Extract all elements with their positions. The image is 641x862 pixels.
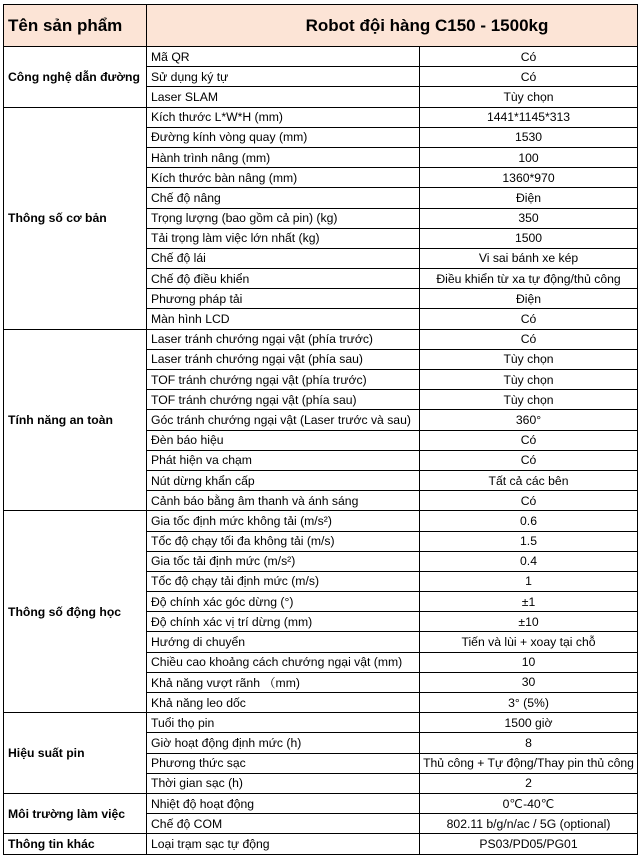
value-cell: Điện (420, 289, 638, 309)
group-label: Công nghệ dẫn đường (4, 47, 147, 108)
param-cell: Sử dụng ký tự (147, 67, 420, 87)
param-cell: Phương thức sạc (147, 753, 420, 773)
value-cell: PS03/PD05/PG01 (420, 834, 638, 854)
value-cell: 8 (420, 733, 638, 753)
value-cell: 1530 (420, 127, 638, 147)
param-cell: TOF tránh chướng ngại vật (phía trước) (147, 370, 420, 390)
param-cell: Khả năng vượt rãnh （mm) (147, 672, 420, 692)
value-cell: 0.4 (420, 551, 638, 571)
param-cell: Độ chính xác góc dừng (°) (147, 592, 420, 612)
param-cell: Gia tốc định mức không tải (m/s²) (147, 511, 420, 531)
value-cell: 350 (420, 208, 638, 228)
value-cell: 1360*970 (420, 168, 638, 188)
param-cell: Tuổi thọ pin (147, 713, 420, 733)
value-cell: Tùy chọn (420, 390, 638, 410)
table-row (4, 713, 638, 733)
value-cell: 100 (420, 147, 638, 167)
value-cell: 30 (420, 672, 638, 692)
value-cell: ±10 (420, 612, 638, 632)
group-label: Môi trường làm việc (4, 793, 147, 833)
param-cell: Đèn báo hiệu (147, 430, 420, 450)
param-cell: TOF tránh chướng ngại vật (phía sau) (147, 390, 420, 410)
param-cell: Chế độ lái (147, 248, 420, 268)
param-cell: Phương pháp tải (147, 289, 420, 309)
table-row (4, 47, 638, 67)
table-row (4, 793, 638, 813)
value-cell: Có (420, 47, 638, 67)
param-cell: Thời gian sạc (h) (147, 773, 420, 793)
value-cell: 1500 (420, 228, 638, 248)
value-cell: Tiến và lùi + xoay tại chỗ (420, 632, 638, 652)
param-cell: Tải trọng làm việc lớn nhất (kg) (147, 228, 420, 248)
value-cell: Điện (420, 188, 638, 208)
param-cell: Gia tốc tải định mức (m/s²) (147, 551, 420, 571)
value-cell: Có (420, 67, 638, 87)
param-cell: Hướng di chuyển (147, 632, 420, 652)
param-cell: Trọng lượng (bao gồm cả pin) (kg) (147, 208, 420, 228)
param-cell: Đường kính vòng quay (mm) (147, 127, 420, 147)
group-label: Thông số cơ bản (4, 107, 147, 329)
param-cell: Laser tránh chướng ngại vật (phía sau) (147, 349, 420, 369)
group-label: Thông số động học (4, 511, 147, 713)
spec-table-body (4, 5, 638, 855)
value-cell: Có (420, 309, 638, 329)
param-cell: Chiều cao khoảng cách chướng ngại vật (mm) (147, 652, 420, 672)
header-product-label: Tên sản phẩm (4, 5, 147, 47)
value-cell: 3° (5%) (420, 693, 638, 713)
value-cell: Có (420, 491, 638, 511)
param-cell: Loại trạm sạc tự động (147, 834, 420, 854)
param-cell: Kích thước L*W*H (mm) (147, 107, 420, 127)
value-cell: 802.11 b/g/n/ac / 5G (optional) (420, 814, 638, 834)
table-row (4, 511, 638, 531)
value-cell: 360° (420, 410, 638, 430)
value-cell: Tùy chọn (420, 370, 638, 390)
group-label: Hiệu suất pin (4, 713, 147, 794)
param-cell: Màn hình LCD (147, 309, 420, 329)
value-cell: 10 (420, 652, 638, 672)
value-cell: ±1 (420, 592, 638, 612)
value-cell: 2 (420, 773, 638, 793)
param-cell: Nhiệt độ hoạt động (147, 793, 420, 813)
param-cell: Laser tránh chướng ngại vật (phía trước) (147, 329, 420, 349)
value-cell: 1.5 (420, 531, 638, 551)
value-cell: Tùy chọn (420, 349, 638, 369)
param-cell: Độ chính xác vị trí dừng (mm) (147, 612, 420, 632)
value-cell: Có (420, 329, 638, 349)
value-cell: Có (420, 450, 638, 470)
param-cell: Tốc độ chạy tải định mức (m/s) (147, 571, 420, 591)
param-cell: Chế độ COM (147, 814, 420, 834)
param-cell: Cảnh báo bằng âm thanh và ánh sáng (147, 491, 420, 511)
value-cell: 1500 giờ (420, 713, 638, 733)
param-cell: Chế độ nâng (147, 188, 420, 208)
param-cell: Chế độ điều khiển (147, 269, 420, 289)
value-cell: Thủ công + Tự động/Thay pin thủ công (420, 753, 638, 773)
value-cell: Vi sai bánh xe kép (420, 248, 638, 268)
group-label: Tính năng an toàn (4, 329, 147, 511)
param-cell: Khả năng leo dốc (147, 693, 420, 713)
table-row (4, 107, 638, 127)
table-row (4, 834, 638, 854)
param-cell: Nút dừng khẩn cấp (147, 470, 420, 490)
spec-table (3, 4, 638, 855)
header-product-name: Robot đội hàng C150 - 1500kg (147, 5, 638, 47)
param-cell: Hành trình nâng (mm) (147, 147, 420, 167)
table-row (4, 329, 638, 349)
param-cell: Tốc độ chạy tối đa không tải (m/s) (147, 531, 420, 551)
param-cell: Góc tránh chướng ngại vật (Laser trước và sau) (147, 410, 420, 430)
header-row (4, 5, 638, 47)
param-cell: Laser SLAM (147, 87, 420, 107)
value-cell: 1 (420, 571, 638, 591)
value-cell: Điều khiển từ xa tự động/thủ công (420, 269, 638, 289)
param-cell: Giờ hoạt động định mức (h) (147, 733, 420, 753)
value-cell: 1441*1145*313 (420, 107, 638, 127)
value-cell: Tất cả các bên (420, 470, 638, 490)
group-label: Thông tin khác (4, 834, 147, 854)
param-cell: Kích thước bàn nâng (mm) (147, 168, 420, 188)
param-cell: Phát hiện va chạm (147, 450, 420, 470)
value-cell: 0℃-40℃ (420, 793, 638, 813)
value-cell: 0.6 (420, 511, 638, 531)
param-cell: Mã QR (147, 47, 420, 67)
value-cell: Tùy chọn (420, 87, 638, 107)
value-cell: Có (420, 430, 638, 450)
